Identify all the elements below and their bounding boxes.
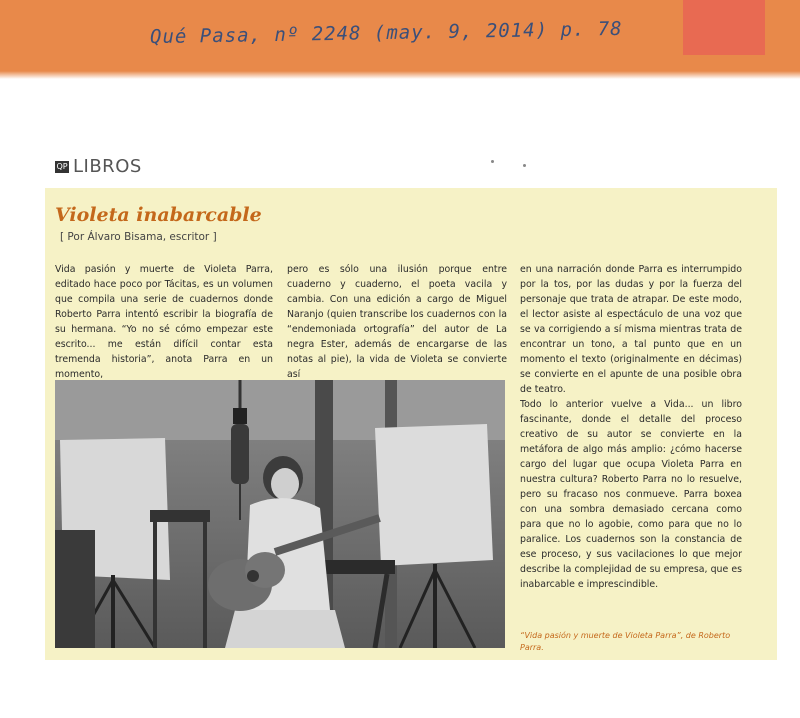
column-3-paragraph-2: Todo lo anterior vuelve a Vida... un libro fascinante, donde el detalle del proceso creativo de su autor se convierte en la metáfora de algo más amplio: ¿cómo hacerse cargo del lugar que ocupa Violeta Parra en nuestra cultura? Roberto Parra no lo resuelve, pero su fracaso nos conmueve. Parra boxea con una sombra demasiado cercana como para que no lo agobie, como para que no lo paralice. Los cuadernos son la constancia de ese proceso, y sus vacilaciones lo que mejor describe la complejidad de su empresa, que es inabarcable e imprescindible.: [520, 399, 742, 590]
section-label: LIBROS: [73, 156, 142, 177]
article-column-2: pero es sólo una ilusión porque entre cuaderno y cuaderno, el poeta vacila y cambia. Con una edición a cargo de Miguel Naranjo (quien transcribe los cuadernos con la “endemoniada ortografía” del autor de La negra Ester, además de encargarse de las notas al pie), la vida de Violeta se convierte así: [287, 264, 507, 378]
article-column-1: Vida pasión y muerte de Violeta Parra, editado hace poco por Tácitas, es un volumen que compila una serie de cuadernos donde Roberto Parra intentó escribir la biografía de su hermana. “Yo no sé cómo empezar este escrito... me están difícil contar esta tremenda historia”, anota Parra en un momento,: [55, 264, 273, 378]
photo-caption: “Vida pasión y muerte de Violeta Parra”, de Roberto Parra.: [520, 631, 731, 652]
article-byline: [ Por Álvaro Bisama, escritor ]: [60, 231, 217, 243]
column-3-paragraph-1: en una narración donde Parra es interrumpido por la tos, por las dudas y por la fuerza del personaje que trata de atrapar. De este modo, el lector asiste al espectáculo de una voz que se va corrigiendo a sí misma mientras trata de encontrar un tono, a tal punto que en un momento el texto (originalmente en décimas) se convierte en el apunte de una posible obra de teatro.: [520, 264, 742, 395]
photo-violeta-parra-guitar: [55, 380, 505, 648]
article-photo: [55, 380, 505, 648]
article-title: Violeta inabarcable: [55, 204, 262, 226]
handwritten-source-note: Qué Pasa, nº 2248 (may. 9, 2014) p. 78: [149, 17, 623, 49]
qp-logo-icon: QP: [56, 161, 68, 171]
scan-speck: [491, 160, 494, 163]
scan-speck: [523, 164, 526, 167]
article-column-3: [520, 262, 742, 647]
section-header: [55, 156, 142, 177]
sticky-note: [683, 0, 765, 55]
article-clipping: [45, 188, 777, 660]
